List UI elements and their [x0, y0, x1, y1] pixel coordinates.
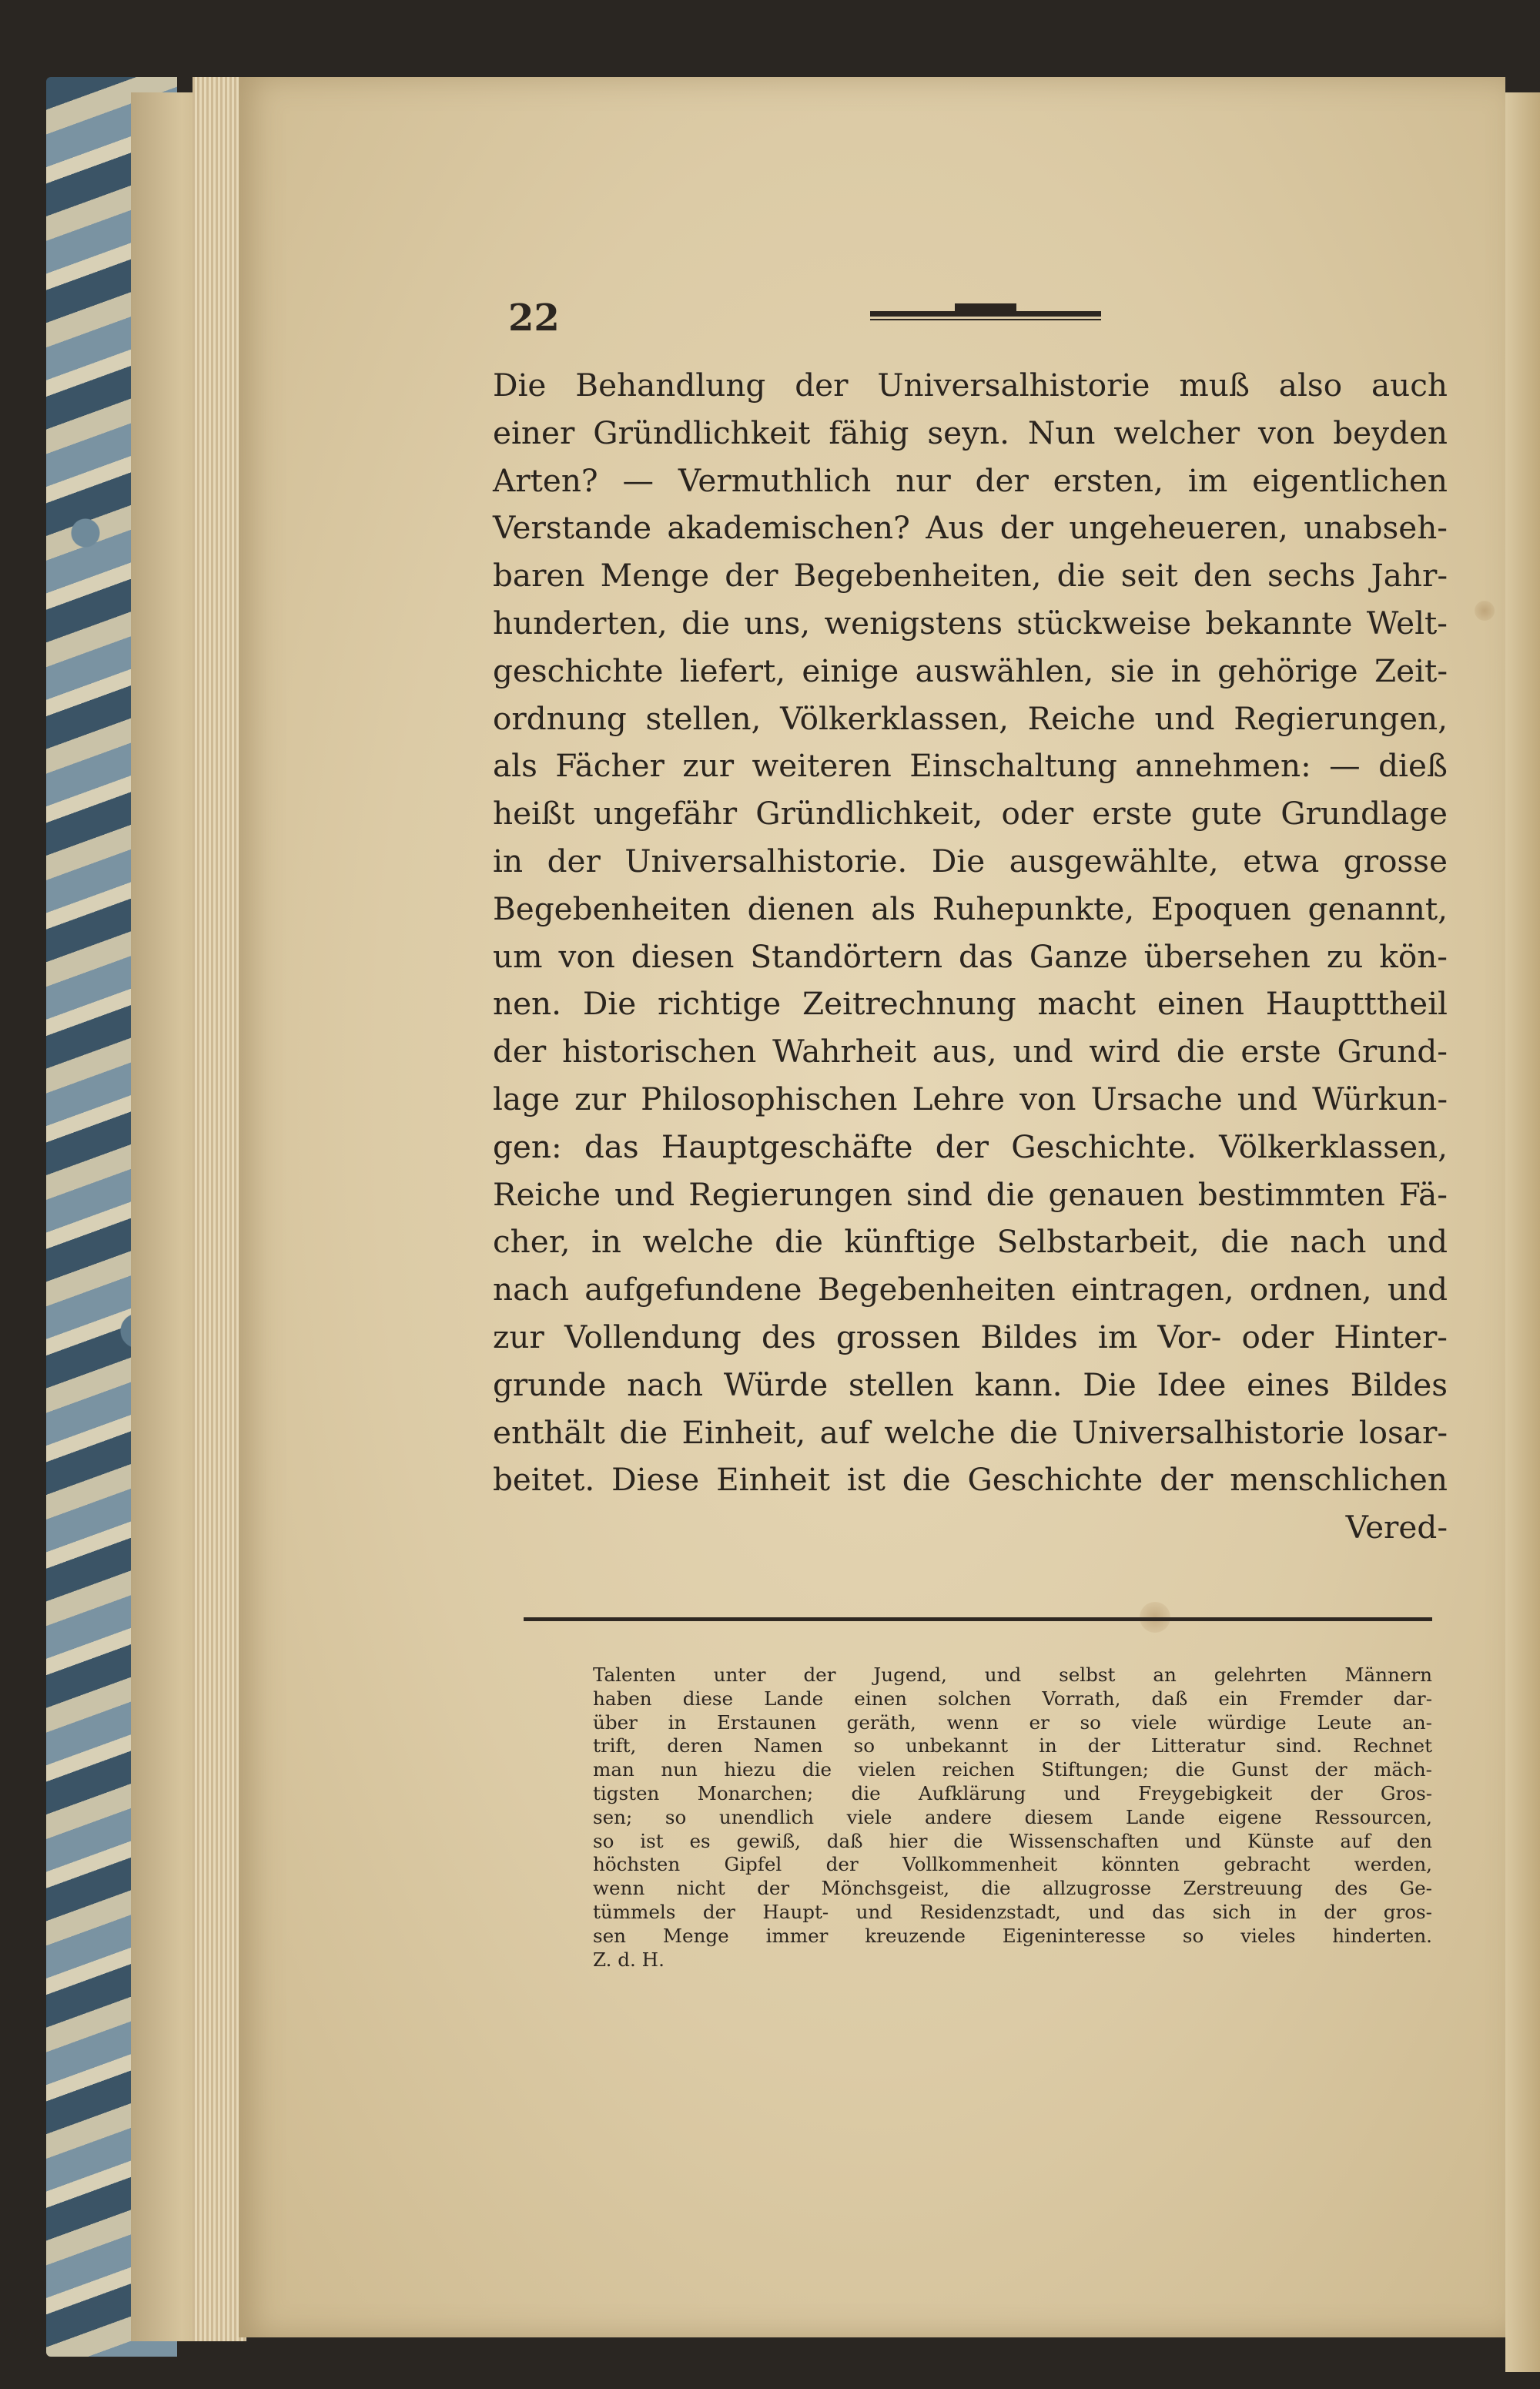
page-number: 22 — [508, 297, 560, 340]
footnote-line: man nun hiezu die vielen reichen Stiftungen; die Gunst der mäch- — [593, 1758, 1432, 1781]
footnote-line: Talenten unter der Jugend, und selbst an gelehrten Männern — [593, 1664, 1432, 1686]
text-line: Begebenheiten dienen als Ruhepunkte, Epoquen genannt, — [493, 890, 1448, 927]
next-page-edge — [1505, 92, 1540, 2372]
text-line: baren Menge der Begebenheiten, die seit den sechs Jahr- — [493, 557, 1448, 595]
text-line: einer Gründlichkeit fähig seyn. Nun welcher von beyden — [493, 414, 1448, 451]
footnote-separator-rule — [524, 1617, 1432, 1621]
catchword: Vered- — [1345, 1509, 1448, 1546]
footnote-line: so ist es gewiß, daß hier die Wissenschaften und Künste auf den — [593, 1829, 1432, 1852]
text-line: Die Behandlung der Universalhistorie muß also auch — [493, 367, 1448, 404]
text-line: cher, in welche die künftige Selbstarbeit, die nach und — [493, 1223, 1448, 1261]
text-line: grunde nach Würde stellen kann. Die Idee eines Bildes — [493, 1365, 1448, 1403]
footnote-line: sen Menge immer kreuzende Eigeninteresse so vieles hinderten. — [593, 1924, 1432, 1947]
text-line: gen: das Hauptgeschäfte der Geschichte. Völkerklassen, — [493, 1127, 1448, 1165]
text-line: nach aufgefundene Begebenheiten eintragen, ordnen, und — [493, 1271, 1448, 1308]
text-line: hunderten, die uns, wenigstens stückweise bekannte Welt- — [493, 604, 1448, 642]
footnote-line: tümmels der Haupt- und Residenzstadt, und das sich in der gros- — [593, 1900, 1432, 1923]
footnote-line: über in Erstaunen geräth, wenn er so viele würdige Leute an- — [593, 1710, 1432, 1734]
footnote-line: tigsten Monarchen; die Aufklärung und Freygebigkeit der Gros- — [593, 1781, 1432, 1804]
footnote-line: trift, deren Namen so unbekannt in der Litteratur sind. Rechnet — [593, 1734, 1432, 1757]
text-line: beitet. Diese Einheit ist die Geschichte der menschlichen — [493, 1461, 1448, 1499]
text-line: geschichte liefert, einige auswählen, sie in gehörige Zeit- — [493, 652, 1448, 689]
text-line: um von diesen Standörtern das Ganze übersehen zu kön- — [493, 937, 1448, 975]
text-line: ordnung stellen, Völkerklassen, Reiche und Regierungen, — [493, 699, 1448, 737]
text-line: als Fächer zur weiteren Einschaltung annehmen: — dieß — [493, 747, 1448, 785]
text-line: zur Vollendung des grossen Bildes im Vor- oder Hinter- — [493, 1318, 1448, 1355]
text-line: Verstande akademischen? Aus der ungeheueren, unabseh- — [493, 509, 1448, 547]
paper-stain — [1475, 601, 1495, 621]
footnote-line: höchsten Gipfel der Vollkommenheit könnten gebracht werden, — [593, 1853, 1432, 1876]
text-line: Reiche und Regierungen sind die genauen bestimmten Fä- — [493, 1175, 1448, 1213]
text-line: in der Universalhistorie. Die ausgewählte, etwa grosse — [493, 842, 1448, 880]
main-text-block — [493, 362, 1448, 1552]
footnote-line: wenn nicht der Mönchsgeist, die allzugrosse Zerstreuung des Ge- — [593, 1877, 1432, 1900]
footnote-signature: Z. d. H. — [593, 1948, 665, 1971]
header-ornament — [870, 302, 1101, 325]
text-line: nen. Die richtige Zeitrechnung macht einen Hauptttheil — [493, 985, 1448, 1023]
text-line: lage zur Philosophischen Lehre von Ursache und Würkun- — [493, 1080, 1448, 1117]
footnote-line: haben diese Lande einen solchen Vorrath, daß ein Fremder dar- — [593, 1687, 1432, 1710]
footnote-block — [593, 1664, 1432, 1972]
text-line: heißt ungefähr Gründlichkeit, oder erste gute Grundlage — [493, 795, 1448, 833]
footnote-line: sen; so unendlich viele andere diesem Lande eigene Ressourcen, — [593, 1805, 1432, 1828]
text-line: Arten? — Vermuthlich nur der ersten, im eigentlichen — [493, 461, 1448, 499]
text-line: enthält die Einheit, auf welche die Universalhistorie losar- — [493, 1413, 1448, 1451]
text-line: der historischen Wahrheit aus, und wird die erste Grund- — [493, 1033, 1448, 1071]
